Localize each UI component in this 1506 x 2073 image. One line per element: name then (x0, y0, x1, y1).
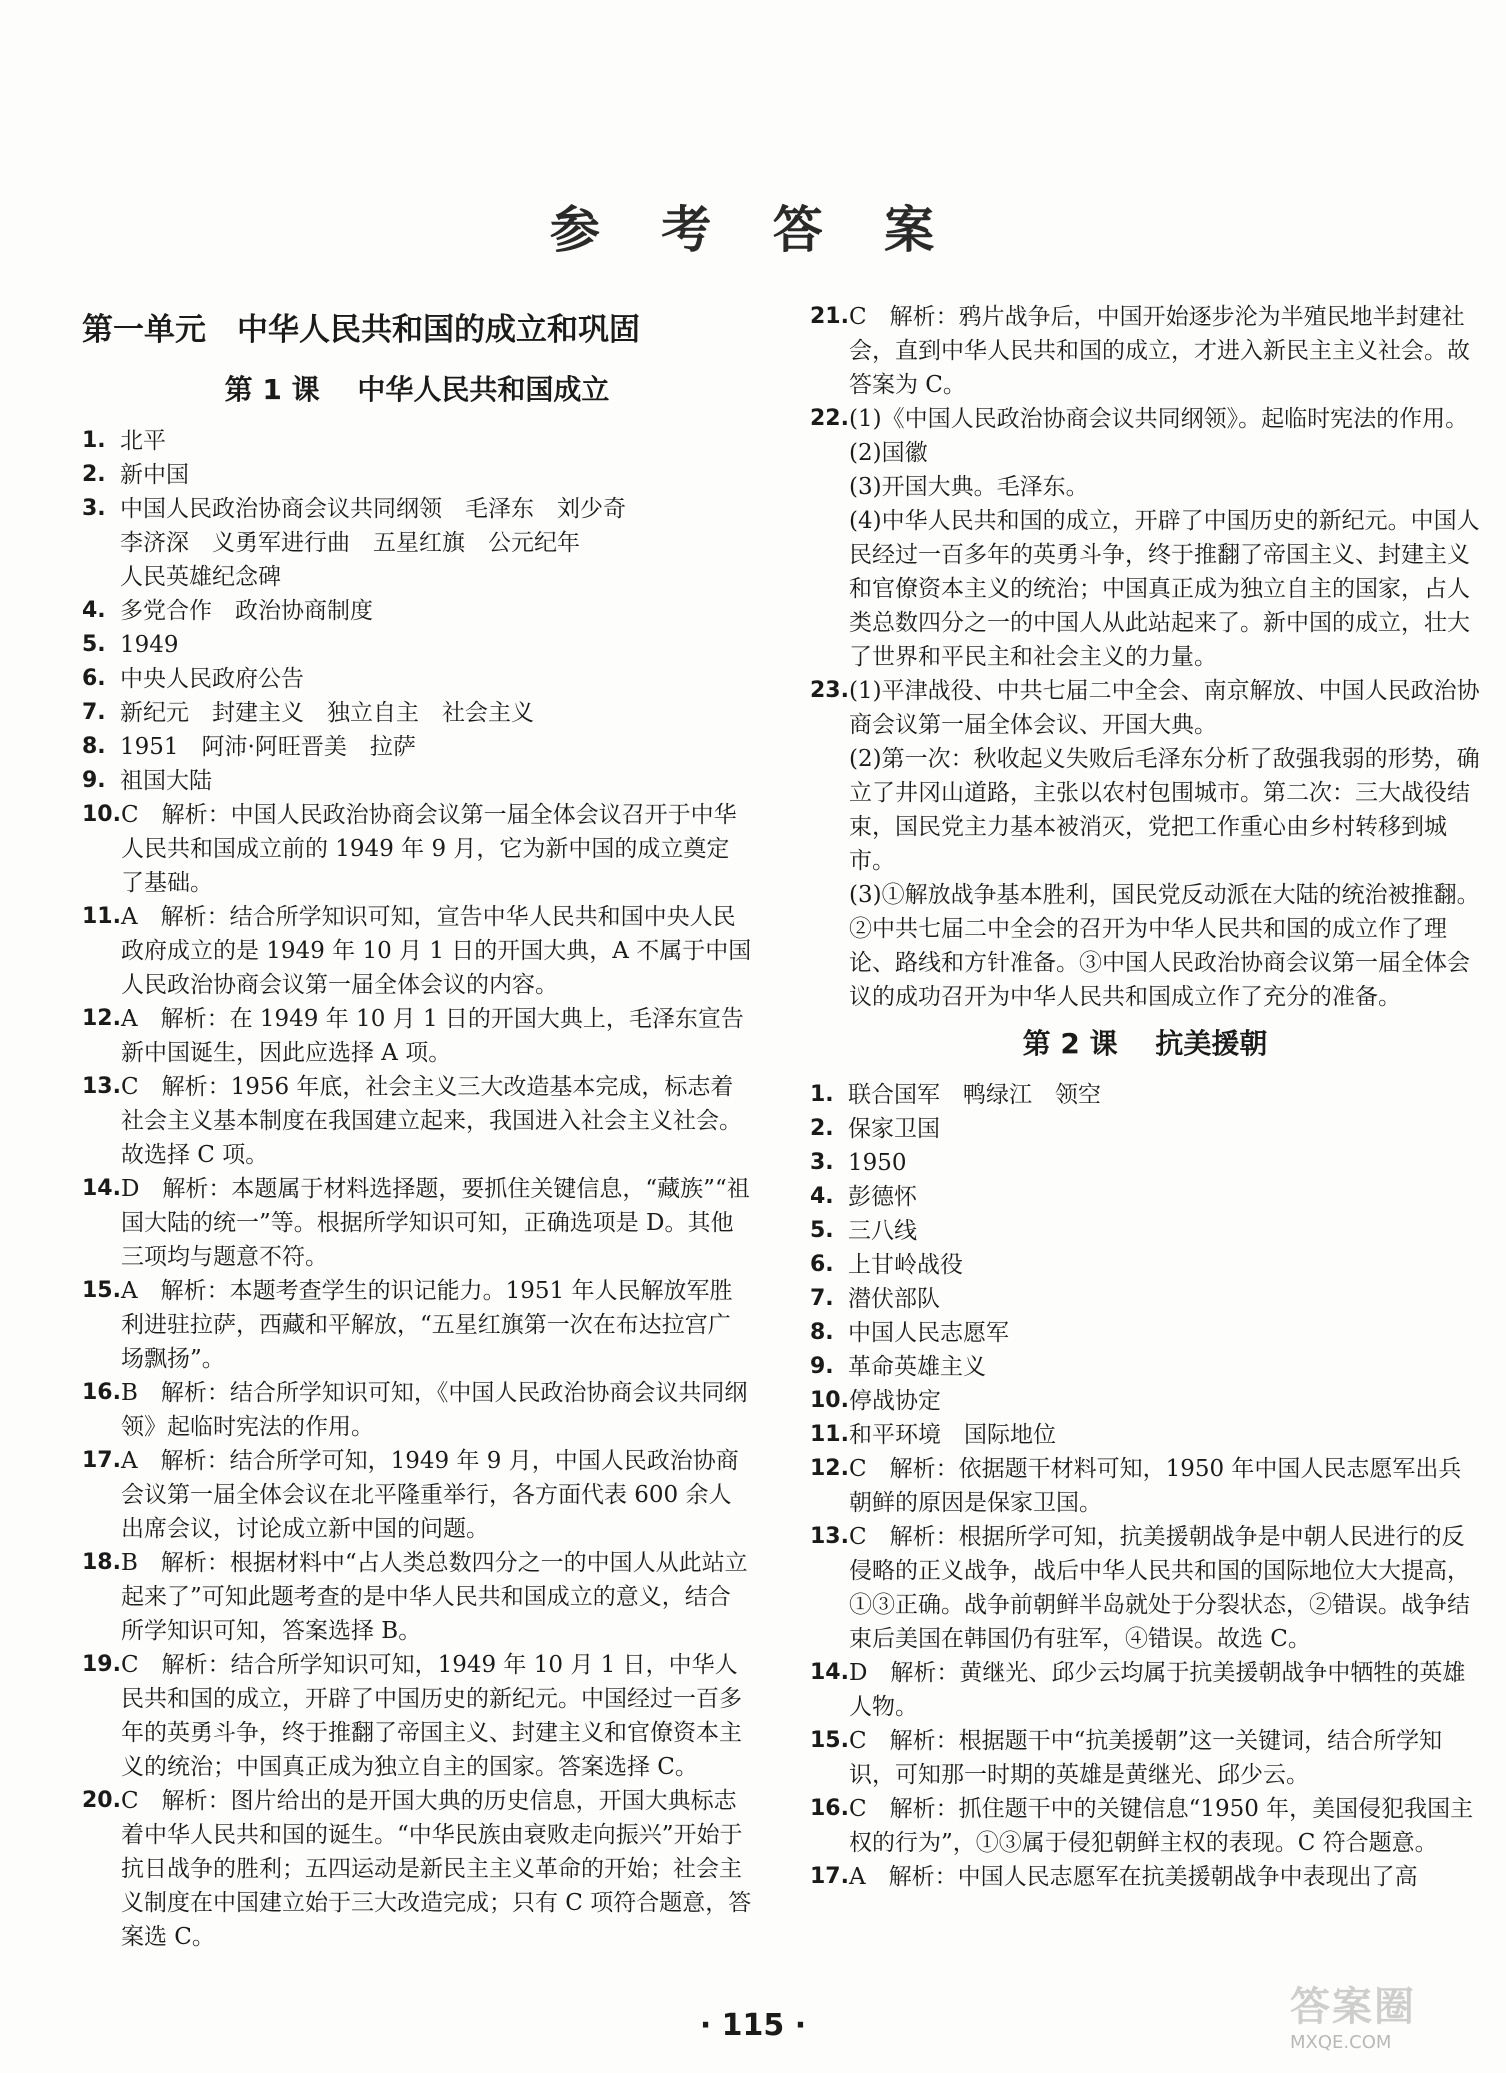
answer-number: 11. (82, 904, 121, 929)
answer-text: C 解析：根据题干中“抗美援朝”这一关键词，结合所学知识，可知那一时期的英雄是黄继光、邱少云。 (848, 1728, 1443, 1788)
answer-text: D 解析：黄继光、邱少云均属于抗美援朝战争中牺牲的英雄人物。 (848, 1660, 1466, 1720)
answer-text: (1)平津战役、中共七届二中全会、南京解放、中国人民政治协商会议第一届全体会议、开国大典。 (2)第一次：秋收起义失败后毛泽东分析了敌强我弱的形势，确立了井冈山道路，主张以农村包围城市。第二次：三大战役结束，国民党主力基本被消灭，党把工作重心由乡村转移到城市。 (3)①解放战争基本胜利，国民党反动派在大陆的统治被推翻。②中共七届二中全会的召开为中华人民共和国的成立作了理论、路线和方针准备。③中国人民政治协商会议第一届全体会议的成功召开为中华人民共和国成立作了充分的准备。 (848, 678, 1480, 1010)
answer-item (810, 1112, 1480, 1146)
answer-text: 多党合作 政治协商制度 (120, 598, 373, 624)
answer-item (82, 458, 752, 492)
answer-text: C 解析：依据题干材料可知，1950 年中国人民志愿军出兵朝鲜的原因是保家卫国。 (848, 1456, 1462, 1516)
answer-item (810, 1452, 1480, 1520)
answer-number: 18. (82, 1550, 121, 1575)
answer-number: 14. (810, 1660, 849, 1685)
answer-item (810, 1724, 1480, 1792)
answer-text: A 解析：本题考查学生的识记能力。1951 年人民解放军胜利进驻拉萨，西藏和平解放，“五星红旗第一次在布达拉宫广场飘扬”。 (120, 1278, 733, 1372)
answer-item (82, 492, 752, 594)
answer-item (82, 1274, 752, 1376)
watermark (1290, 1975, 1480, 2059)
answer-number: 11. (810, 1422, 849, 1447)
answer-item (810, 1384, 1480, 1418)
answer-text: 潜伏部队 (848, 1286, 940, 1312)
answer-item (810, 1146, 1480, 1180)
answer-text: C 解析：中国人民政治协商会议第一届全体会议召开于中华人民共和国成立前的 1949 年 9 月，它为新中国的成立奠定了基础。 (120, 802, 737, 896)
answer-text: 三八线 (848, 1218, 917, 1244)
watermark-url: MXQE.COM (1290, 2032, 1392, 2053)
answer-text: 联合国军 鸭绿江 领空 (848, 1082, 1101, 1108)
answer-text: (1)《中国人民政治协商会议共同纲领》。起临时宪法的作用。 (2)国徽 (3)开国大典。毛泽东。 (4)中华人民共和国的成立，开辟了中国历史的新纪元。中国人民经过一百多年的英勇斗争，终于推翻了帝国主义、封建主义和官僚资本主义的统治；中国真正成为独立自主的国家，占人类总数四分之一的中国人从此站起来了。新中国的成立，壮大了世界和平民主和社会主义的力量。 (848, 406, 1480, 670)
lesson-1-title: 第 1 课 中华人民共和国成立 (224, 373, 610, 406)
answer-number: 5. (82, 632, 106, 657)
answer-item (82, 764, 752, 798)
answer-text: 中央人民政府公告 (120, 666, 304, 692)
answer-number: 1. (82, 428, 106, 453)
answer-text: C 解析：1956 年底，社会主义三大改造基本完成，标志着社会主义基本制度在我国建立起来，我国进入社会主义社会。故选择 C 项。 (120, 1074, 742, 1168)
answer-number: 16. (810, 1796, 849, 1821)
answer-item (82, 1002, 752, 1070)
answer-number: 7. (82, 700, 106, 725)
answer-item (82, 696, 752, 730)
lesson-2-title: 第 2 课 抗美援朝 (1022, 1027, 1268, 1060)
answer-text: 祖国大陆 (120, 768, 212, 794)
answer-number: 2. (810, 1116, 834, 1141)
answer-text: A 解析：结合所学知识可知，宣告中华人民共和国中央人民政府成立的是 1949 年 10 月 1 日的开国大典，A 不属于中国人民政治协商会议第一届全体会议的内容。 (120, 904, 752, 998)
answer-number: 9. (810, 1354, 834, 1379)
answer-item (810, 1078, 1480, 1112)
answer-text: B 解析：结合所学知识可知，《中国人民政治协商会议共同纲领》起临时宪法的作用。 (120, 1380, 748, 1440)
answer-number: 17. (82, 1448, 121, 1473)
answer-text: C 解析：结合所学知识可知，1949 年 10 月 1 日，中华人民共和国的成立，开辟了中国历史的新纪元。中国经过一百多年的英勇斗争，终于推翻了帝国主义、封建主义和官僚资本主义的统治；中国真正成为独立自主的国家。答案选择 C。 (120, 1652, 742, 1780)
page-title: 参 考 答 案 (549, 201, 957, 259)
answer-item (810, 1418, 1480, 1452)
answer-text: 革命英雄主义 (848, 1354, 986, 1380)
answer-item (82, 594, 752, 628)
answer-text: C 解析：抓住题干中的关键信息“1950 年，美国侵犯我国主权的行为”，①③属于侵犯朝鲜主权的表现。C 符合题意。 (848, 1796, 1474, 1856)
answer-item (810, 1214, 1480, 1248)
answer-text: 1951 阿沛·阿旺晋美 拉萨 (120, 734, 416, 760)
right-column (810, 300, 1480, 1894)
lesson-2-answers (810, 1078, 1480, 1894)
answer-number: 13. (810, 1524, 849, 1549)
answer-number: 21. (810, 304, 849, 329)
answer-item (810, 1248, 1480, 1282)
answer-number: 10. (810, 1388, 849, 1413)
answer-number: 12. (82, 1006, 121, 1031)
answer-number: 3. (82, 496, 106, 521)
lesson-1-answers-continued (810, 300, 1480, 1014)
answer-text: C 解析：根据所学可知，抗美援朝战争是中朝人民进行的反侵略的正义战争，战后中华人民共和国的国际地位大大提高，①③正确。战争前朝鲜半岛就处于分裂状态，②错误。战争结束后美国在韩国仍有驻军，④错误。故选 C。 (848, 1524, 1470, 1652)
answer-item (810, 1282, 1480, 1316)
unit-title: 第一单元 中华人民共和国的成立和巩固 (82, 312, 640, 348)
answer-text: 彭德怀 (848, 1184, 917, 1210)
answer-item (810, 402, 1480, 674)
answer-item (810, 300, 1480, 402)
answer-item (82, 798, 752, 900)
answer-number: 10. (82, 802, 121, 827)
answer-text: C 解析：鸦片战争后，中国开始逐步沦为半殖民地半封建社会，直到中华人民共和国的成立，才进入新民主主义社会。故答案为 C。 (848, 304, 1470, 398)
answer-number: 8. (810, 1320, 834, 1345)
answer-item (810, 1792, 1480, 1860)
answer-text: 北平 (120, 428, 166, 454)
answer-number: 8. (82, 734, 106, 759)
answer-number: 15. (810, 1728, 849, 1753)
answer-text: 新中国 (120, 462, 189, 488)
answer-item (810, 1656, 1480, 1724)
answer-item (82, 730, 752, 764)
answer-number: 16. (82, 1380, 121, 1405)
answer-number: 15. (82, 1278, 121, 1303)
answer-text: A 解析：结合所学可知，1949 年 9 月，中国人民政治协商会议第一届全体会议在北平隆重举行，各方面代表 600 余人出席会议，讨论成立新中国的问题。 (120, 1448, 739, 1542)
answer-number: 3. (810, 1150, 834, 1175)
answer-text: 新纪元 封建主义 独立自主 社会主义 (120, 700, 534, 726)
answer-number: 20. (82, 1788, 121, 1813)
answer-number: 13. (82, 1074, 121, 1099)
answer-text: 和平环境 国际地位 (848, 1422, 1056, 1448)
answer-item (82, 1784, 752, 1954)
answer-item (82, 1546, 752, 1648)
answer-item (82, 628, 752, 662)
answer-number: 12. (810, 1456, 849, 1481)
answer-item (82, 1376, 752, 1444)
lesson-1-answers (82, 424, 752, 1954)
watermark-logo: 答案圈 (1290, 1984, 1416, 2030)
answer-text: A 解析：在 1949 年 10 月 1 日的开国大典上，毛泽东宣告新中国诞生，因此应选择 A 项。 (120, 1006, 744, 1066)
answer-number: 22. (810, 406, 849, 431)
answer-item (810, 674, 1480, 1014)
answer-item (82, 900, 752, 1002)
answer-text: 停战协定 (848, 1388, 941, 1414)
answer-number: 17. (810, 1864, 849, 1889)
answer-number: 4. (810, 1184, 834, 1209)
answer-text: 中国人民志愿军 (848, 1320, 1009, 1346)
answer-number: 5. (810, 1218, 834, 1243)
answer-number: 7. (810, 1286, 834, 1311)
answer-item (82, 1444, 752, 1546)
answer-text: B 解析：根据材料中“占人类总数四分之一的中国人从此站立起来了”可知此题考查的是中华人民共和国成立的意义，结合所学知识可知，答案选择 B。 (120, 1550, 748, 1644)
answer-number: 2. (82, 462, 106, 487)
left-column (82, 300, 752, 1954)
answer-text: 1950 (848, 1150, 907, 1176)
answer-item (82, 424, 752, 458)
answer-text: D 解析：本题属于材料选择题，要抓住关键信息，“藏族”“祖国大陆的统一”等。根据所学知识可知，正确选项是 D。其他三项均与题意不符。 (120, 1176, 750, 1270)
answer-text: A 解析：中国人民志愿军在抗美援朝战争中表现出了高 (848, 1864, 1418, 1890)
answer-item (810, 1520, 1480, 1656)
answer-number: 19. (82, 1652, 121, 1677)
answer-item (810, 1316, 1480, 1350)
answer-number: 23. (810, 678, 849, 703)
answer-text: 上甘岭战役 (848, 1252, 963, 1278)
answer-text: 保家卫国 (848, 1116, 940, 1142)
answer-item (82, 1648, 752, 1784)
answer-number: 9. (82, 768, 106, 793)
answer-item (82, 1070, 752, 1172)
answer-item (82, 1172, 752, 1274)
answer-text: C 解析：图片给出的是开国大典的历史信息，开国大典标志着中华人民共和国的诞生。“中华民族由衰败走向振兴”开始于抗日战争的胜利；五四运动是新民主主义革命的开始；社会主义制度在中国建立始于三大改造完成；只有 C 项符合题意，答案选 C。 (120, 1788, 752, 1950)
answer-number: 14. (82, 1176, 121, 1201)
answer-text: 1949 (120, 632, 179, 658)
answer-number: 1. (810, 1082, 834, 1107)
page-number: · 115 · (699, 2008, 807, 2043)
answer-number: 6. (82, 666, 106, 691)
answer-item (810, 1180, 1480, 1214)
answer-item (82, 662, 752, 696)
answer-item (810, 1860, 1480, 1894)
answer-number: 4. (82, 598, 106, 623)
answer-number: 6. (810, 1252, 834, 1277)
answer-item (810, 1350, 1480, 1384)
answer-text: 中国人民政治协商会议共同纲领 毛泽东 刘少奇 李济深 义勇军进行曲 五星红旗 公元纪年 人民英雄纪念碑 (120, 496, 626, 590)
